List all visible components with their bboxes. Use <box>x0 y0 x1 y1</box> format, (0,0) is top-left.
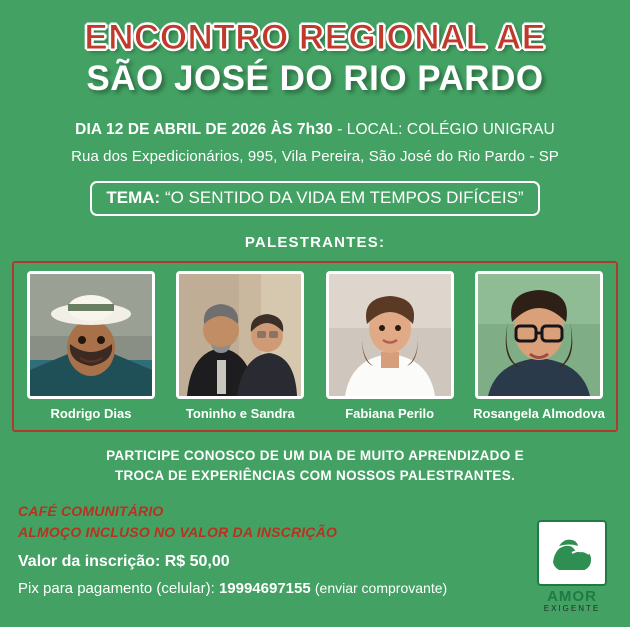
call-to-action <box>0 446 630 485</box>
event-address: Rua dos Expedicionários, 995, Vila Pereira, São José do Rio Pardo - SP <box>71 148 559 165</box>
portrait-woman-glasses-photo <box>475 271 603 399</box>
portrait-couple-photo <box>176 271 304 399</box>
bottom-details <box>0 501 630 621</box>
speakers-heading: PALESTRANTES: <box>244 234 386 251</box>
speaker-card <box>319 271 461 422</box>
cta-line-2: TROCA DE EXPERIÊNCIAS COM NOSSOS PALESTRANTES. <box>114 467 516 483</box>
lunch-note: ALMOÇO INCLUSO NO VALOR DA INSCRIÇÃO <box>18 524 338 541</box>
speaker-card <box>169 271 311 422</box>
pix-number: 19994697155 <box>218 580 311 598</box>
speaker-card <box>20 271 162 422</box>
event-date: DIA 12 DE ABRIL DE 2026 ÀS 7h30 <box>75 121 333 138</box>
coffee-note: CAFÉ COMUNITÁRIO <box>18 503 164 520</box>
logo-name: AMOR <box>547 588 597 606</box>
logo-subtitle: EXIGENTE <box>543 604 601 614</box>
cta-line-1: PARTICIPE CONOSCO DE UM DIA DE MUITO APRENDIZADO E <box>106 447 524 463</box>
poster-title <box>0 0 630 99</box>
speaker-card <box>468 271 610 422</box>
two-hands-icon <box>549 536 595 570</box>
pix-note: (enviar comprovante) <box>314 580 448 597</box>
speakers-frame <box>12 261 618 432</box>
portrait-man-hat-photo <box>27 271 155 399</box>
speaker-name: Rosangela Almodova <box>473 406 605 421</box>
speaker-name: Rodrigo Dias <box>50 406 132 421</box>
theme-value: “O SENTIDO DA VIDA EM TEMPOS DIFÍCEIS” <box>164 188 524 207</box>
speaker-name: Fabiana Perilo <box>345 406 435 421</box>
registration-price: Valor da inscrição: R$ 50,00 <box>18 553 230 571</box>
logo-badge <box>537 520 607 586</box>
title-line-2: SÃO JOSÉ DO RIO PARDO <box>86 58 544 98</box>
amor-exigente-logo <box>528 520 616 613</box>
title-line-1: ENCONTRO REGIONAL AE <box>84 18 546 57</box>
portrait-woman-white-shirt-photo <box>326 271 454 399</box>
pix-label: Pix para pagamento (celular): <box>18 580 215 598</box>
speaker-name: Toninho e Sandra <box>185 406 295 421</box>
theme-box <box>90 181 539 216</box>
event-venue: - LOCAL: COLÉGIO UNIGRAU <box>337 121 555 138</box>
theme-label: TEMA: <box>106 188 161 207</box>
event-date-location <box>0 121 630 139</box>
theme-row <box>0 181 630 216</box>
